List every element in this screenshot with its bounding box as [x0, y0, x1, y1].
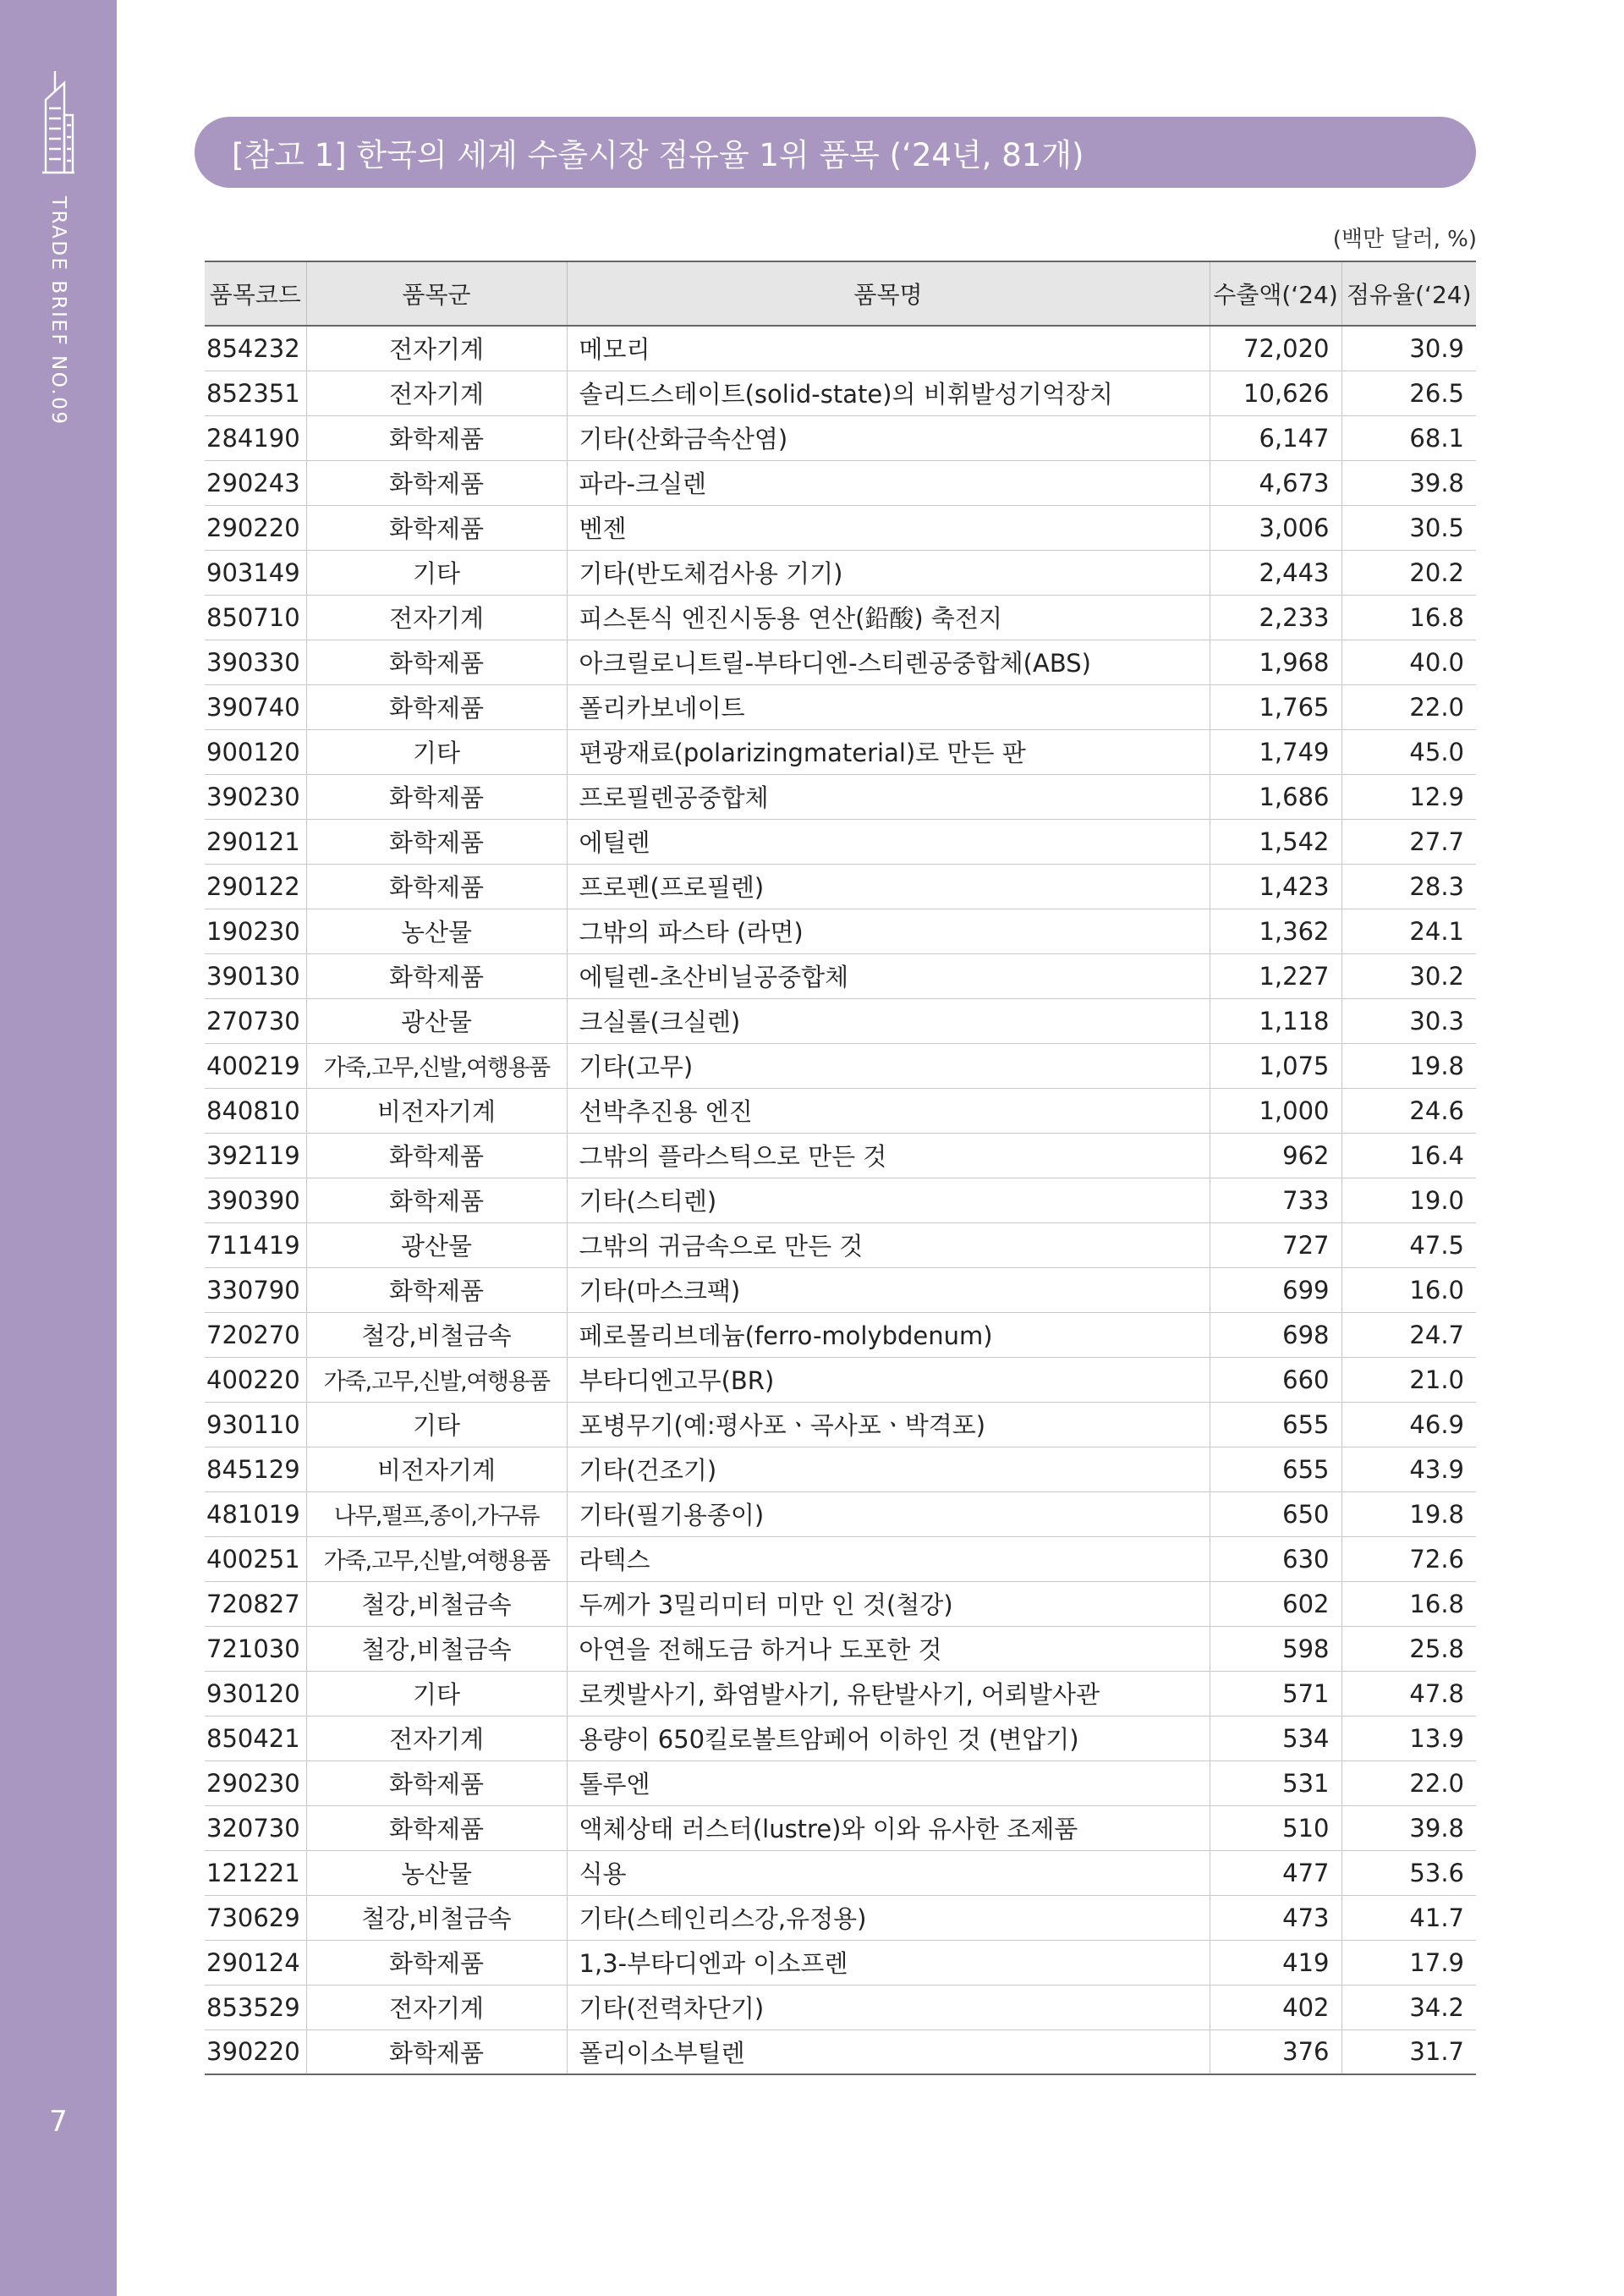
market-share: 20.2: [1341, 550, 1476, 595]
table-row: [205, 1940, 1476, 1985]
item-group: 화학제품: [306, 1133, 567, 1178]
item-code: 390220: [205, 2030, 306, 2074]
item-code: 330790: [205, 1267, 306, 1312]
item-code: 400251: [205, 1536, 306, 1581]
item-group: 화학제품: [306, 1805, 567, 1850]
table-row: [205, 550, 1476, 595]
market-share: 45.0: [1341, 729, 1476, 774]
item-code: 390130: [205, 953, 306, 998]
page-number: 7: [49, 2105, 68, 2139]
item-group: 화학제품: [306, 774, 567, 819]
item-code: 392119: [205, 1133, 306, 1178]
market-share: 30.3: [1341, 998, 1476, 1043]
item-group: 비전자기계: [306, 1447, 567, 1491]
market-share: 47.5: [1341, 1222, 1476, 1267]
market-share: 16.8: [1341, 595, 1476, 640]
item-name: 기타(필기용종이): [567, 1491, 1210, 1536]
export-value: 402: [1210, 1985, 1341, 2030]
sidebar: [0, 0, 117, 2296]
market-share: 43.9: [1341, 1447, 1476, 1491]
export-value: 698: [1210, 1312, 1341, 1357]
table-row: [205, 371, 1476, 415]
item-code: 720270: [205, 1312, 306, 1357]
market-share: 21.0: [1341, 1357, 1476, 1402]
market-share: 25.8: [1341, 1626, 1476, 1671]
table-row: [205, 1222, 1476, 1267]
item-group: 전자기계: [306, 371, 567, 415]
item-group: 광산물: [306, 1222, 567, 1267]
item-group: 가죽,고무,신발,여행용품: [306, 1043, 567, 1088]
item-group: 광산물: [306, 998, 567, 1043]
item-name: 기타(건조기): [567, 1447, 1210, 1491]
item-name: 액체상태 러스터(lustre)와 이와 유사한 조제품: [567, 1805, 1210, 1850]
table-row: [205, 864, 1476, 909]
market-share: 72.6: [1341, 1536, 1476, 1581]
market-share: 40.0: [1341, 640, 1476, 684]
export-value: 733: [1210, 1178, 1341, 1222]
table-row: [205, 1716, 1476, 1760]
item-code: 481019: [205, 1491, 306, 1536]
table-row: [205, 1626, 1476, 1671]
item-code: 290243: [205, 460, 306, 505]
item-name: 크실롤(크실렌): [567, 998, 1210, 1043]
item-name: 라텍스: [567, 1536, 1210, 1581]
export-value: 962: [1210, 1133, 1341, 1178]
item-group: 화학제품: [306, 1267, 567, 1312]
item-name: 에틸렌-초산비닐공중합체: [567, 953, 1210, 998]
market-share: 46.9: [1341, 1402, 1476, 1447]
market-share: 39.8: [1341, 1805, 1476, 1850]
market-share: 47.8: [1341, 1671, 1476, 1716]
export-value: 699: [1210, 1267, 1341, 1312]
item-name: 포병무기(예:평사포ㆍ곡사포ㆍ박격포): [567, 1402, 1210, 1447]
item-name: 기타(산화금속산염): [567, 415, 1210, 460]
table-row: [205, 640, 1476, 684]
market-share: 24.7: [1341, 1312, 1476, 1357]
item-code: 850710: [205, 595, 306, 640]
market-share: 30.9: [1341, 326, 1476, 371]
table-row: [205, 1491, 1476, 1536]
item-group: 화학제품: [306, 1760, 567, 1805]
market-share: 24.6: [1341, 1088, 1476, 1133]
header-name: 품목명: [567, 261, 1210, 326]
export-value: 10,626: [1210, 371, 1341, 415]
market-share: 16.4: [1341, 1133, 1476, 1178]
item-code: 845129: [205, 1447, 306, 1491]
market-share: 30.5: [1341, 505, 1476, 550]
market-share: 26.5: [1341, 371, 1476, 415]
export-value: 660: [1210, 1357, 1341, 1402]
table-row: [205, 415, 1476, 460]
item-group: 철강,비철금속: [306, 1895, 567, 1940]
item-code: 400219: [205, 1043, 306, 1088]
export-value: 1,075: [1210, 1043, 1341, 1088]
header-share: 점유율(‘24): [1341, 261, 1476, 326]
export-value: 1,227: [1210, 953, 1341, 998]
table-row: [205, 729, 1476, 774]
table-row: [205, 1671, 1476, 1716]
table-row: [205, 774, 1476, 819]
export-value: 655: [1210, 1447, 1341, 1491]
market-share: 13.9: [1341, 1716, 1476, 1760]
unit-label: (백만 달러, %): [1332, 227, 1477, 252]
item-name: 그밖의 귀금속으로 만든 것: [567, 1222, 1210, 1267]
market-share: 19.0: [1341, 1178, 1476, 1222]
item-group: 기타: [306, 1402, 567, 1447]
header-group: 품목군: [306, 261, 567, 326]
item-code: 390390: [205, 1178, 306, 1222]
table-row: [205, 1536, 1476, 1581]
item-name: 아크릴로니트릴-부타디엔-스티렌공중합체(ABS): [567, 640, 1210, 684]
table-row: [205, 1985, 1476, 2030]
item-code: 290121: [205, 819, 306, 864]
item-group: 기타: [306, 729, 567, 774]
item-code: 930120: [205, 1671, 306, 1716]
export-value: 1,686: [1210, 774, 1341, 819]
market-share: 12.9: [1341, 774, 1476, 819]
table-body: [205, 326, 1476, 2074]
item-code: 720827: [205, 1581, 306, 1626]
item-group: 가죽,고무,신발,여행용품: [306, 1536, 567, 1581]
table-row: [205, 909, 1476, 953]
export-value: 419: [1210, 1940, 1341, 1985]
item-code: 730629: [205, 1895, 306, 1940]
export-share-table: [205, 261, 1476, 2075]
item-name: 기타(스티렌): [567, 1178, 1210, 1222]
table-row: [205, 1895, 1476, 1940]
export-value: 4,673: [1210, 460, 1341, 505]
item-group: 화학제품: [306, 684, 567, 729]
item-code: 390330: [205, 640, 306, 684]
table-row: [205, 1447, 1476, 1491]
item-group: 화학제품: [306, 415, 567, 460]
market-share: 17.9: [1341, 1940, 1476, 1985]
table-row: [205, 1267, 1476, 1312]
item-name: 폴리카보네이트: [567, 684, 1210, 729]
export-value: 1,542: [1210, 819, 1341, 864]
item-code: 400220: [205, 1357, 306, 1402]
item-code: 290220: [205, 505, 306, 550]
item-name: 그밖의 플라스틱으로 만든 것: [567, 1133, 1210, 1178]
item-group: 화학제품: [306, 640, 567, 684]
item-group: 가죽,고무,신발,여행용품: [306, 1357, 567, 1402]
item-group: 전자기계: [306, 595, 567, 640]
item-group: 철강,비철금속: [306, 1626, 567, 1671]
item-group: 전자기계: [306, 1985, 567, 2030]
item-name: 두께가 3밀리미터 미만 인 것(철강): [567, 1581, 1210, 1626]
item-code: 290122: [205, 864, 306, 909]
export-value: 6,147: [1210, 415, 1341, 460]
export-value: 571: [1210, 1671, 1341, 1716]
item-name: 편광재료(polarizingmaterial)로 만든 판: [567, 729, 1210, 774]
item-name: 에틸렌: [567, 819, 1210, 864]
market-share: 53.6: [1341, 1850, 1476, 1895]
market-share: 22.0: [1341, 1760, 1476, 1805]
item-code: 284190: [205, 415, 306, 460]
item-name: 페로몰리브데늄(ferro-molybdenum): [567, 1312, 1210, 1357]
item-code: 711419: [205, 1222, 306, 1267]
item-code: 270730: [205, 998, 306, 1043]
export-value: 473: [1210, 1895, 1341, 1940]
item-name: 피스톤식 엔진시동용 연산(鉛酸) 축전지: [567, 595, 1210, 640]
table-header-row: [205, 261, 1476, 326]
export-value: 602: [1210, 1581, 1341, 1626]
market-share: 16.8: [1341, 1581, 1476, 1626]
table-row: [205, 460, 1476, 505]
item-code: 840810: [205, 1088, 306, 1133]
item-group: 농산물: [306, 909, 567, 953]
item-group: 화학제품: [306, 864, 567, 909]
table-row: [205, 1088, 1476, 1133]
item-code: 290124: [205, 1940, 306, 1985]
item-group: 기타: [306, 550, 567, 595]
item-group: 화학제품: [306, 1178, 567, 1222]
item-name: 기타(스테인리스강,유정용): [567, 1895, 1210, 1940]
table-row: [205, 1581, 1476, 1626]
market-share: 19.8: [1341, 1043, 1476, 1088]
table-row: [205, 1805, 1476, 1850]
item-name: 솔리드스테이트(solid-state)의 비휘발성기억장치: [567, 371, 1210, 415]
table-row: [205, 326, 1476, 371]
market-share: 22.0: [1341, 684, 1476, 729]
export-value: 477: [1210, 1850, 1341, 1895]
item-name: 기타(전력차단기): [567, 1985, 1210, 2030]
item-code: 850421: [205, 1716, 306, 1760]
item-group: 화학제품: [306, 819, 567, 864]
market-share: 41.7: [1341, 1895, 1476, 1940]
item-group: 기타: [306, 1671, 567, 1716]
item-name: 그밖의 파스타 (라면): [567, 909, 1210, 953]
table-row: [205, 505, 1476, 550]
brand-label: TRADE BRIEF NO.09: [47, 196, 69, 426]
export-value: 1,765: [1210, 684, 1341, 729]
item-group: 나무,펄프,종이,가구류: [306, 1491, 567, 1536]
export-value: 1,423: [1210, 864, 1341, 909]
item-name: 1,3-부타디엔과 이소프렌: [567, 1940, 1210, 1985]
item-code: 900120: [205, 729, 306, 774]
table-row: [205, 953, 1476, 998]
item-group: 전자기계: [306, 1716, 567, 1760]
table-row: [205, 1312, 1476, 1357]
item-group: 화학제품: [306, 505, 567, 550]
item-name: 식용: [567, 1850, 1210, 1895]
item-code: 190230: [205, 909, 306, 953]
item-group: 철강,비철금속: [306, 1312, 567, 1357]
item-code: 390230: [205, 774, 306, 819]
export-value: 1,749: [1210, 729, 1341, 774]
export-value: 727: [1210, 1222, 1341, 1267]
item-name: 로켓발사기, 화염발사기, 유탄발사기, 어뢰발사관: [567, 1671, 1210, 1716]
header-export: 수출액(‘24): [1210, 261, 1341, 326]
table-row: [205, 1760, 1476, 1805]
item-code: 903149: [205, 550, 306, 595]
item-name: 프로펜(프로필렌): [567, 864, 1210, 909]
export-value: 1,000: [1210, 1088, 1341, 1133]
item-name: 선박추진용 엔진: [567, 1088, 1210, 1133]
market-share: 39.8: [1341, 460, 1476, 505]
building-icon: [39, 66, 78, 176]
item-code: 721030: [205, 1626, 306, 1671]
item-name: 부타디엔고무(BR): [567, 1357, 1210, 1402]
export-value: 650: [1210, 1491, 1341, 1536]
export-value: 510: [1210, 1805, 1341, 1850]
export-value: 655: [1210, 1402, 1341, 1447]
item-group: 농산물: [306, 1850, 567, 1895]
table-row: [205, 1133, 1476, 1178]
export-value: 72,020: [1210, 326, 1341, 371]
export-value: 1,118: [1210, 998, 1341, 1043]
item-group: 화학제품: [306, 953, 567, 998]
market-share: 31.7: [1341, 2030, 1476, 2074]
table-row: [205, 998, 1476, 1043]
item-group: 비전자기계: [306, 1088, 567, 1133]
item-code: 853529: [205, 1985, 306, 2030]
export-value: 531: [1210, 1760, 1341, 1805]
item-name: 아연을 전해도금 하거나 도포한 것: [567, 1626, 1210, 1671]
item-name: 톨루엔: [567, 1760, 1210, 1805]
export-value: 2,443: [1210, 550, 1341, 595]
item-code: 852351: [205, 371, 306, 415]
item-name: 벤젠: [567, 505, 1210, 550]
table-row: [205, 2030, 1476, 2074]
item-name: 용량이 650킬로볼트암페어 이하인 것 (변압기): [567, 1716, 1210, 1760]
export-value: 534: [1210, 1716, 1341, 1760]
export-value: 3,006: [1210, 505, 1341, 550]
export-value: 2,233: [1210, 595, 1341, 640]
item-name: 메모리: [567, 326, 1210, 371]
item-group: 철강,비철금속: [306, 1581, 567, 1626]
item-name: 파라-크실렌: [567, 460, 1210, 505]
item-group: 화학제품: [306, 2030, 567, 2074]
table-row: [205, 1850, 1476, 1895]
export-value: 1,362: [1210, 909, 1341, 953]
item-group: 전자기계: [306, 326, 567, 371]
item-name: 프로필렌공중합체: [567, 774, 1210, 819]
export-value: 376: [1210, 2030, 1341, 2074]
table-row: [205, 1357, 1476, 1402]
item-group: 화학제품: [306, 460, 567, 505]
table-row: [205, 595, 1476, 640]
market-share: 27.7: [1341, 819, 1476, 864]
item-code: 320730: [205, 1805, 306, 1850]
market-share: 34.2: [1341, 1985, 1476, 2030]
item-code: 854232: [205, 326, 306, 371]
item-code: 930110: [205, 1402, 306, 1447]
market-share: 68.1: [1341, 415, 1476, 460]
item-name: 폴리이소부틸렌: [567, 2030, 1210, 2074]
export-value: 630: [1210, 1536, 1341, 1581]
table-row: [205, 1043, 1476, 1088]
item-name: 기타(반도체검사용 기기): [567, 550, 1210, 595]
market-share: 28.3: [1341, 864, 1476, 909]
export-value: 598: [1210, 1626, 1341, 1671]
item-group: 화학제품: [306, 1940, 567, 1985]
item-name: 기타(마스크팩): [567, 1267, 1210, 1312]
item-code: 121221: [205, 1850, 306, 1895]
item-code: 390740: [205, 684, 306, 729]
market-share: 24.1: [1341, 909, 1476, 953]
market-share: 16.0: [1341, 1267, 1476, 1312]
table-row: [205, 819, 1476, 864]
item-name: 기타(고무): [567, 1043, 1210, 1088]
market-share: 30.2: [1341, 953, 1476, 998]
table-row: [205, 1402, 1476, 1447]
table-row: [205, 1178, 1476, 1222]
market-share: 19.8: [1341, 1491, 1476, 1536]
header-code: 품목코드: [205, 261, 306, 326]
table-row: [205, 684, 1476, 729]
item-code: 290230: [205, 1760, 306, 1805]
export-value: 1,968: [1210, 640, 1341, 684]
section-title: [참고 1] 한국의 세계 수출시장 점유율 1위 품목 (‘24년, 81개): [195, 117, 1476, 188]
